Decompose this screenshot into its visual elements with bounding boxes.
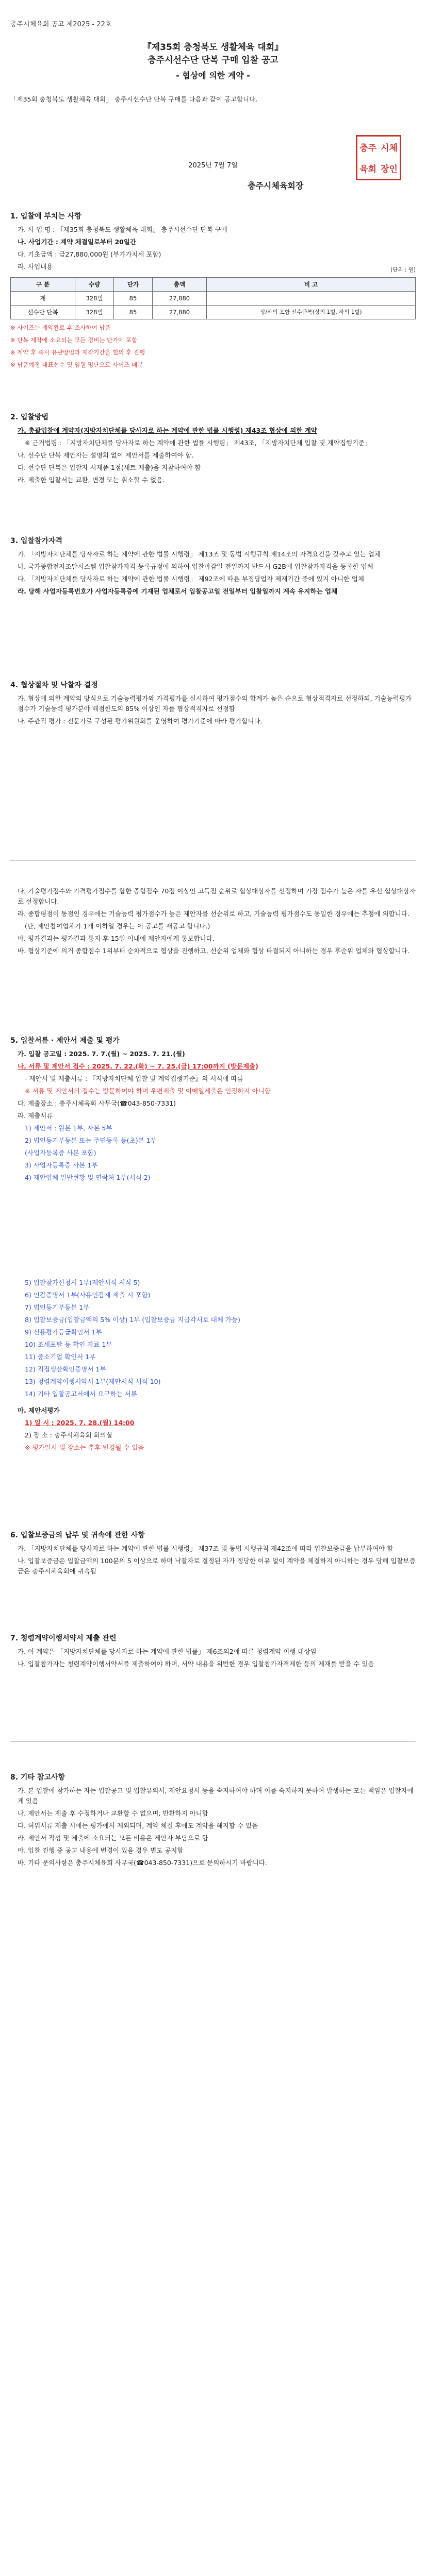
document-number: 충주시체육회 공고 제2025 - 22호 <box>10 21 112 28</box>
s1-line: 다. 기초금액 : 금27,880,000원 (부가가치세 포함) <box>18 250 161 258</box>
s8-line: 마. 입찰 진행 중 공고 내용에 변경이 있을 경우 별도 공지함 <box>18 1846 184 1854</box>
section-1 <box>10 211 416 372</box>
s2-line: 가. 총괄입찰에 계약자(지방자치단체를 당사자로 하는 계약에 관한 법률 시행령) 제43조 협상에 의한 계약 <box>18 427 317 434</box>
list-item: 6) 인감증명서 1부(사용인감계 제출 시 포함) <box>25 1291 151 1299</box>
s2-line: 나. 선수단 단복 제안자는 설명회 없이 제안서를 제출하여야 함. <box>18 451 194 459</box>
seal-char: 장인 <box>381 164 398 175</box>
table-header-cell: 단가 <box>114 278 153 292</box>
page-divider <box>10 1741 416 1742</box>
s8-line: 다. 허위서류 제출 시에는 평가에서 제외되며, 계약 체결 후에도 계약을 해지할 수 있음 <box>18 1822 258 1829</box>
list-item: 4) 제안업체 일반현황 및 연락처 1부(서식 2) <box>25 1174 151 1181</box>
list-item: 14) 기타 입찰공고서에서 요구하는 서류 <box>25 1390 137 1398</box>
section-3 <box>10 536 416 599</box>
section-title: 3. 입찰참가자격 <box>10 537 63 545</box>
eval-note: ※ 평가일시 및 장소는 추후 변경될 수 있음 <box>25 1444 144 1451</box>
list-item: 13) 청렴계약이행서약서 1부(제안서식 서식 10) <box>25 1378 161 1385</box>
title-line-2: 충주시선수단 단복 구매 입찰 공고 <box>148 55 278 65</box>
table-header-cell: 비 고 <box>207 278 416 292</box>
table-cell <box>207 292 416 306</box>
seal-char: 충주 <box>359 143 376 154</box>
announcement-date: 2025년 7월 7일 <box>188 162 238 170</box>
seal-char: 육회 <box>359 164 376 175</box>
section-6 <box>10 1530 416 1579</box>
s5-line: 다. 제출장소 : 충주시체육회 사무국(☎043-850-7331) <box>18 1099 176 1107</box>
eval-title: 마. 제안서평가 <box>18 1406 60 1414</box>
title-block <box>0 41 426 104</box>
note: ※ 단복 제작에 소요되는 모든 경비는 단가에 포함 <box>10 336 138 344</box>
table-cell: 328벌 <box>75 306 114 319</box>
issuer: 충주시체육회장 <box>248 181 304 191</box>
s2-line: ※ 근거법령 : 「지방자치단체를 당사자로 하는 계약에 관한 법률 시행령」 제43조, 「지방자치단체 입찰 및 계약집행기준」 <box>25 439 371 447</box>
seal-char: 시체 <box>381 143 398 154</box>
intro-text: 「제35회 충청북도 생활체육 대회」 충주시선수단 단복 구매를 다음과 같이 공고합니다. <box>10 95 258 103</box>
section-title: 2. 입찰방법 <box>10 413 49 421</box>
s1-notes <box>10 323 416 370</box>
docs-list <box>10 1123 416 1183</box>
s4b-line: 마. 평가결과는 평가결과 통지 후 15일 이내에 제안자에게 통보합니다. <box>18 935 215 942</box>
table-header-cell: 수량 <box>75 278 114 292</box>
table-cell: 계 <box>11 292 75 306</box>
list-item: 3) 사업자등록증 사본 1부 <box>25 1161 98 1169</box>
s3-line: 가. 「지방자치단체를 당사자로 하는 계약에 관한 법률 시행령」 제13조 및 동법 시행규칙 제14조의 자격요건을 갖추고 있는 업체 <box>18 550 381 558</box>
s5-line: 가. 입찰 공고일 : 2025. 7. 7.(월) ~ 2025. 7. 21.(월) <box>18 1050 185 1058</box>
table-cell: 328벌 <box>75 292 114 306</box>
section-title: 6. 입찰보증금의 납부 및 귀속에 관한 사항 <box>10 1531 145 1539</box>
eval-line: 2) 장 소 : 충주시체육회 회의실 <box>25 1431 112 1439</box>
note: ※ 사이즈는 계약완료 후 조사하여 납품 <box>10 324 111 331</box>
s1-line: 가. 사 업 명 : 『제35회 충청북도 생활체육 대회』 충주시선수단 단복 구매 <box>18 226 227 233</box>
s1-line: 라. 사업내용 <box>18 263 53 270</box>
docs-list <box>10 1278 416 1399</box>
list-item: 10) 조세포탈 등 확인 자료 1부 <box>25 1341 112 1348</box>
s8-line: 가. 본 입찰에 참가하는 자는 입찰공고 및 입찰유의서, 제안요청서 등을 숙지하여야 하며 이를 숙지하지 못하여 발생하는 모든 책임은 입찰자에게 있음 <box>18 1787 414 1805</box>
list-item: 11) 중소기업 확인서 1부 <box>25 1353 96 1361</box>
s3-line: 라. 당해 사업자등록번호가 사업자등록증에 기재된 업체로서 입찰공고일 전일부터 입찰일까지 계속 유지하는 업체 <box>18 587 338 595</box>
s7-line: 가. 이 계약은 「지방자치단체를 당사자로 하는 계약에 관한 법률」 제6조의2에 따른 청렴계약 이행 대상임 <box>18 1648 317 1655</box>
s3-line: 다. 「지방자치단체를 당사자로 하는 계약에 관한 법률 시행령」 제92조에 따른 부정당업자 제재기간 중에 있지 아니한 업체 <box>18 575 365 583</box>
table-cell: 27,880 <box>153 306 207 319</box>
s6-line: 가. 「지방자치단체를 당사자로 하는 계약에 관한 법률 시행령」 제37조 및 동법 시행규칙 제42조에 따라 입찰보증금을 납부하여야 함 <box>18 1545 394 1552</box>
s8-line: 나. 제안서는 제출 후 수정하거나 교환할 수 없으며, 반환하지 아니함 <box>18 1809 208 1817</box>
list-item: 1) 제안서 : 원본 1부, 사본 5부 <box>25 1124 112 1132</box>
s1-line: 나. 사업기간 : 계약 체결일로부터 20일간 <box>18 238 137 246</box>
section-title: 1. 입찰에 부치는 사항 <box>10 212 81 221</box>
list-item: 5) 입찰참가신청서 1부(제안서식 서식 5) <box>25 1279 140 1286</box>
table-row <box>11 292 416 306</box>
table-cell: 선수단 단복 <box>11 306 75 319</box>
s4b-line: 라. 종합평점이 동점인 경우에는 기술능력 평가점수가 높은 제안자를 선순위로 하고, 기술능력 평가점수도 동일한 경우에는 추첨에 의합니다. <box>18 910 409 918</box>
s4b-line: 바. 협상기준에 의거 종합점수 1위부터 순차적으로 협상을 진행하고, 선순위 업체와 협상 타결되지 아니하는 경우 후순위 업체와 협상합니다. <box>18 947 409 955</box>
section-title: 5. 입찰서류 · 제안서 제출 및 평가 <box>10 1037 120 1045</box>
items-table <box>10 277 416 319</box>
s3-line: 나. 국가종합전자조달시스템 입찰참가자격 등록규정에 의하여 입찰마감일 전일까지 반드시 G2B에 입찰참가자격을 등록한 업체 <box>18 563 373 570</box>
page-divider <box>10 860 416 861</box>
s6-line: 나. 입찰보증금은 입찰금액의 100분의 5 이상으로 하며 낙찰자로 결정된 자가 정당한 이유 없이 계약을 체결하지 아니하는 경우 당해 입찰보증금은 충주시체육회에 귀속됨 <box>18 1557 416 1575</box>
table-cell: 27,880 <box>153 292 207 306</box>
table-header-cell: 총액 <box>153 278 207 292</box>
s5-line: ※ 서류 및 제안서의 접수는 방문하여야 하며 우편제출 및 이메일제출은 인정하지 아니함 <box>25 1087 271 1095</box>
section-8 <box>10 1772 416 1870</box>
unit-label: (단위 : 원) <box>390 267 416 273</box>
section-4-continued <box>10 886 416 958</box>
note: ※ 계약 후 즉시 유관방법과 제작기간을 협의 후 진행 <box>10 349 145 356</box>
s4-line: 나. 주관적 평가 : 전문가로 구성된 평가위원회를 운영하여 평가기준에 따라 평가합니다. <box>18 717 263 725</box>
s8-line: 바. 기타 문의사항은 충주시체육회 사무국(☎043-850-7331)으로 문의하시기 바랍니다. <box>18 1859 267 1867</box>
list-item: 12) 직접생산확인증명서 1부 <box>25 1365 106 1373</box>
list-item: (사업자등록증 사본 포함) <box>25 1149 96 1157</box>
note: ※ 납품예정 대표선수 및 임원 명단으로 사이즈 배분 <box>10 361 143 368</box>
s5-line: 라. 제출서류 <box>18 1112 53 1120</box>
section-4 <box>10 680 416 728</box>
section-title: 8. 기타 참고사항 <box>10 1773 65 1782</box>
table-cell: 상/하의 포함 선수단복(상의 1벌, 하의 1벌) <box>207 306 416 319</box>
table-row <box>11 306 416 319</box>
section-5-docs-continued <box>10 1278 416 1455</box>
s7-line: 나. 입찰참가자는 청렴계약이행서약서를 제출하여야 하며, 서약 내용을 위반한 경우 입찰참가자격제한 등의 제재를 받을 수 있음 <box>18 1660 374 1668</box>
s4b-line: (단, 제안참여업체가 1개 이하일 경우는 이 공고를 재공고 합니다.) <box>25 922 210 930</box>
table-header-cell: 구 분 <box>11 278 75 292</box>
s5-line: - 제안서 및 제출서류 : 『지방자치단체 입찰 및 계약집행기준』의 서식에 따름 <box>25 1075 243 1082</box>
list-item: 7) 법인등기부등본 1부 <box>25 1303 90 1311</box>
section-2 <box>10 412 416 487</box>
section-7 <box>10 1633 416 1671</box>
eval-line: 1) 일 시 : 2025. 7. 28.(월) 14:00 <box>25 1419 135 1427</box>
table-cell: 85 <box>114 306 153 319</box>
table-header-row <box>11 278 416 292</box>
s4-line: 가. 협상에 의한 계약의 방식으로 기술능력평가와 가격평가를 실시하여 평가점수의 합계가 높은 순으로 협상적격자로 선정하되, 기술능력평가 점수가 기술능력 평가분야 배점한도의 85% 이상인 자를 협상적격자로 선정함 <box>18 694 412 713</box>
list-item: 9) 신용평가등급확인서 1부 <box>25 1328 102 1336</box>
s4b-line: 다. 기술평가점수와 가격평가점수를 합한 종합점수 70점 이상인 고득점 순위로 협상대상자를 선정하며 가장 점수가 높은 자를 우선 협상대상자로 선정합니다. <box>18 887 416 905</box>
official-seal <box>356 135 401 180</box>
section-title: 4. 협상절차 및 낙찰자 결정 <box>10 681 98 689</box>
subtitle: - 협상에 의한 계약 - <box>176 71 250 80</box>
list-item: 2) 법인등기부등본 또는 주민등록 등(초)본 1부 <box>25 1137 157 1144</box>
s5-line: 나. 서류 및 제안서 접수 : 2025. 7. 22.(화) ~ 7. 25.(금) 17:00까지 (방문제출) <box>18 1062 258 1070</box>
title-line-1: 『제35회 충청북도 생활체육 대회』 <box>142 42 284 53</box>
table-cell: 85 <box>114 292 153 306</box>
section-title: 7. 청렴계약이행서약서 제출 관련 <box>10 1634 117 1642</box>
list-item: 8) 입찰보증금(입찰금액의 5% 이상) 1부 (입찰보증금 지급각서로 대체 가능) <box>25 1316 240 1324</box>
section-5 <box>10 1036 416 1185</box>
s8-line: 라. 제안서 작성 및 제출에 소요되는 모든 비용은 제안자 부담으로 함 <box>18 1834 208 1842</box>
s2-line: 라. 제출한 입찰서는 교환, 변경 또는 취소할 수 없음. <box>18 476 165 484</box>
s2-line: 다. 선수단 단복은 입찰자 시제품 1점(세트 제출)을 지참하여야 함 <box>18 464 201 471</box>
